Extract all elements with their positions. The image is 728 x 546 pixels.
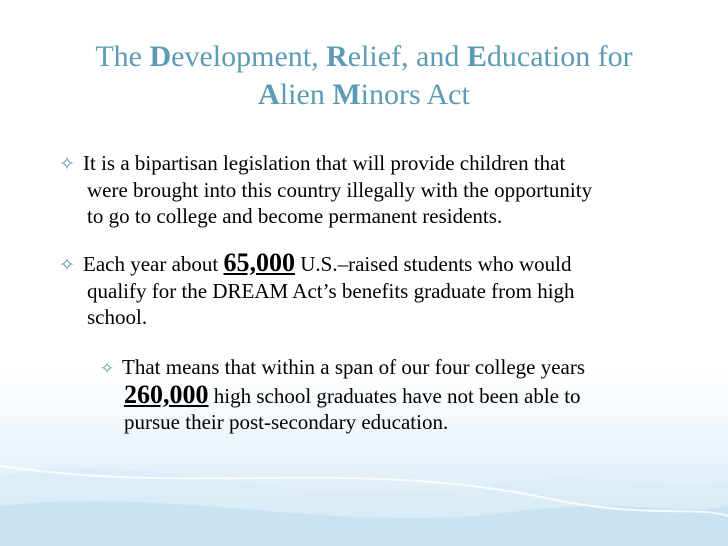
bullet-students-per-year: ✧ Each year about 65,000 U.S.–raised students who would qualify for the DREAM Act’s benefits graduate from high school. bbox=[59, 248, 575, 329]
title-line-1: The Development, Relief, and Education for bbox=[95, 40, 633, 73]
figure-260000: 260,000 bbox=[124, 380, 209, 409]
slide-title bbox=[0, 38, 728, 114]
four-point-star-icon: ✧ bbox=[100, 359, 115, 379]
four-point-star-icon: ✧ bbox=[59, 254, 75, 276]
four-point-star-icon: ✧ bbox=[59, 153, 75, 175]
figure-65000: 65,000 bbox=[223, 248, 296, 277]
bullet-bipartisan: ✧ It is a bipartisan legislation that will provide children that were brought into this country illegally with the opportunity to go to college and become permanent residents. bbox=[59, 151, 593, 228]
title-line-2: Alien Minors Act bbox=[258, 78, 470, 111]
sub-bullet-four-years: ✧ That means that within a span of our four college years 260,000 high school graduates have not been able to pursue their post-secondary education. bbox=[100, 355, 586, 434]
